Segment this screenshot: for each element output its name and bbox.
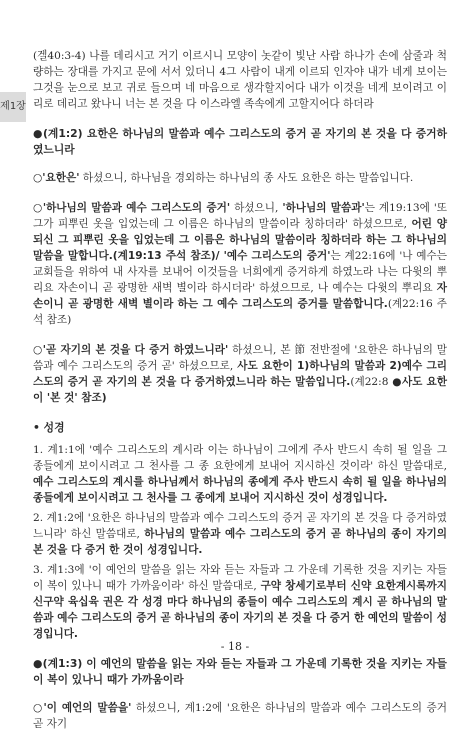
scripture-point-1	[33, 442, 447, 506]
text: 2. 계1:2에 '요한은 하나님의 말씀과 예수 그리스도의 증거 곧 자기의 본 것을 다 증거하였느니라' 하신 말씀대로,	[33, 512, 447, 540]
text: (계22:16 주석 참조)	[33, 298, 447, 326]
emphasis: 자손이니 곧 광명한 새벽 별이라 하는 그 예수 그리스도의 증거를 말씀합니다.	[33, 282, 447, 310]
emphasis: 사도 요한이 1)하나님의 말씀과 2)예수 그리스도의 증거 곧 자기의 본 것을 다 증거하였느니라 하는 말씀입니다.	[33, 360, 447, 388]
verse-heading-rev-1-2: ●(계1:2) 요한은 하나님의 말씀과 예수 그리스도의 증거 곧 자기의 본 것을 다 증거하였느니라	[33, 127, 447, 156]
chapter-tab: 제1장	[0, 92, 26, 122]
text: 3. 계1:3에 '이 예언의 말씀을 읽는 자와 듣는 자들과 그 가운데 기록한 것을 지키는 자들이 복이 있나니 때가 가까움이라' 하신 말씀대로,	[33, 564, 447, 592]
emphasis: 예수 그리스도의 계시를 하나님께서 하나님의 종에게 주사 반드시 속히 될 일을 하나님의 종들에게 보이시려고 그 천사를 그 종에게 보내어 지시하신 것이 성경입니다.	[33, 476, 447, 504]
text: 1. 계1:1에 '예수 그리스도의 계시라 이는 하나님이 그에게 주사 반드시 속히 될 일을 그 종들에게 보이시려고 그 천사를 그 종 요한에게 보내어 지시하신 것이라' 하신 말씀대로,	[33, 444, 447, 472]
commentary-testified-all	[33, 342, 447, 406]
section-heading-scripture: • 성경	[33, 421, 65, 434]
bullet: ○	[33, 702, 44, 714]
text: 하셨으니, 본 節 전반절에 '요한은 하나님의 말씀과 예수 그리스도의 증거 곧' 하셨으므로,	[33, 344, 447, 372]
scripture-point-2	[33, 510, 447, 558]
keyword: '곧 자기의 본 것을 다 증거 하였느니라'	[42, 344, 229, 356]
text: (계22:8	[350, 376, 393, 388]
keyword: '이 예언의 말씀을'	[43, 702, 132, 714]
text: 는 계22:16에 '나 예수는 교회들을 위하여 내 사자를 보내어 이것들을 너희에게 증거하게 하였노라 나는 다윗의 뿌리요 자손이니 곧 광명한 새벽 별이라 하시더라' 하셨으므로, 나 예수는 다윗의 뿌리요	[33, 250, 447, 294]
text: 하셨으니,	[230, 202, 283, 214]
emphasis: 어린 양 되신 그 피뿌린 옷을 입었는데 그 이름은 하나님의 말씀이라 칭하더라 하는 그 하나님의 말씀을 말합니다.(계19:13 주석 참조)/ '예수 그리스도의 증거'	[33, 218, 447, 262]
keyword: '하나님의 말씀과'	[282, 202, 365, 214]
emphasis: 하나님의 말씀과 예수 그리스도의 증거 곧 하나님의 종이 자기의 본 것을 다 증거 한 것이 성경입니다.	[33, 528, 448, 556]
keyword: '하나님의 말씀과 예수 그리스도의 증거'	[42, 202, 231, 214]
emphasis: ●사도 요한이 '본 것' 참조)	[33, 376, 447, 404]
commentary-word-and-testimony	[33, 200, 447, 328]
text: 는 계19:13에 '또 그가 피뿌린 옷을 입었는데 그 이름은 하나님의 말씀이라 칭하더라' 하셨으므로,	[33, 202, 447, 230]
commentary-john	[33, 170, 447, 186]
keyword: '요한은'	[42, 172, 80, 184]
bullet: ○	[33, 202, 43, 214]
commentary-prophecy	[33, 700, 447, 732]
text: 하셨으니, 하나님을 경외하는 하나님의 종 사도 요한은 하는 말씀입니다.	[79, 172, 414, 184]
scripture-quote-ezekiel: (겔40:3-4) 나를 데리시고 거기 이르시니 모양이 놋같이 빛난 사람 하나가 손에 삼줄과 척량하는 장대를 가지고 문에 서서 있더니 4그 사람이 내게 이르되 인자야 내가 네게 보이는 그것을 눈으로 보고 귀로 들으며 네 마음으로 생각할지어다 내가 이것을 네게 보이려고 이리로 데리고 왔나니 너는 본 것을 다 이스라엘 족속에게 고할지어다 하더라	[33, 50, 447, 110]
bullet: ○	[33, 344, 43, 356]
page-number: - 18 -	[220, 640, 250, 653]
verse-heading-rev-1-3: ●(계1:3) 이 예언의 말씀을 읽는 자와 듣는 자들과 그 가운데 기록한 것을 지키는 자들이 복이 있나니 때가 가까움이라	[33, 657, 447, 686]
scripture-point-3	[33, 562, 447, 642]
bullet: ○	[33, 172, 43, 184]
text: 하셨으니, 계1:2에 '요한은 하나님의 말씀과 예수 그리스도의 증거 곧 자기	[33, 702, 448, 730]
emphasis: 구약 창세기로부터 신약 요한계시록까지 신구약 육십육 권은 각 성경 마다 하나님의 종들이 예수 그리스도의 계시 곧 하나님의 말씀과 예수 그리스도의 증거 곧 하나님의 종이 자기의 본 것을 다 증거 한 예언의 말씀이 성경입니다.	[33, 580, 447, 640]
